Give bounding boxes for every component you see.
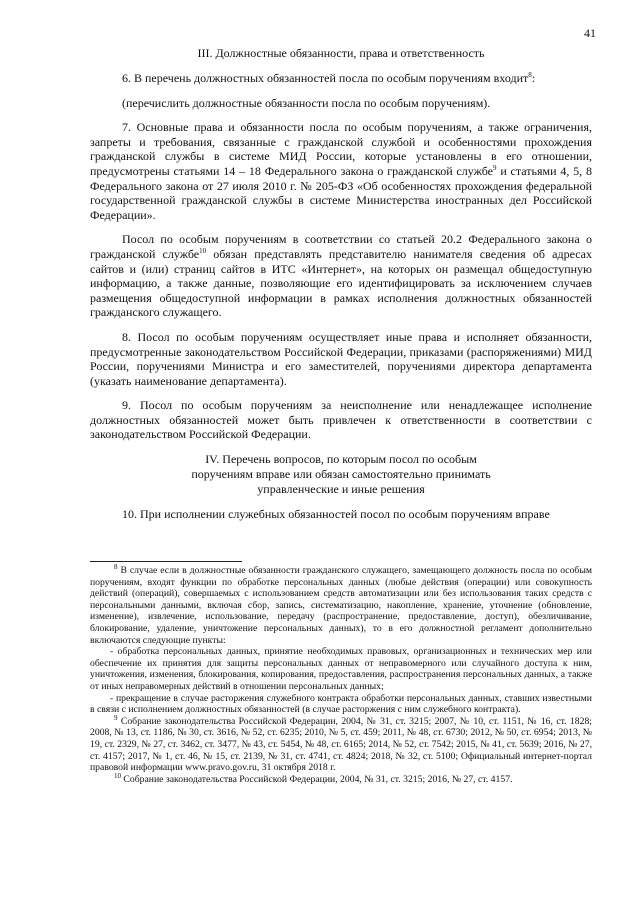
- paragraph-6-tail: :: [531, 71, 536, 85]
- footnote-separator: [90, 561, 242, 562]
- footnote-10: [90, 771, 592, 786]
- page-number: 41: [584, 26, 596, 40]
- section-4-title-line-3: управленческие и иные решения: [257, 482, 425, 497]
- footnote-8-text: В случае если в должностные обязанности гражданского служащего, замещающего должность посла по особым поручениям, входят функции по обработке персональных данных (любые действия (операции) или совокупность действий (операций), совершаемых с использованием средств автоматизации или без использования таких средств с персональными данными, включая сбор, запись, систематизацию, накопление, хранение, уточнение (обновление, изменение), извлечение, использование, передачу (распространение, предоставление, доступ), обезличивание, блокирование, удаление, уничтожение персональных данных), то в его должностной регламент дополнительно включаются следующие пункты:: [90, 565, 592, 646]
- paragraph-8: 8. Посол по особым поручениям осуществляет иные права и исполняет обязанности, предусмотренные законодательством Российской Федерации, приказами (распоряжениями) МИД России, поручениями Министра и его заместителей, поручениями директора департамента (указать наименование департамента).: [90, 329, 592, 388]
- paragraph-6: [90, 71, 592, 86]
- section-3-title: III. Должностные обязанности, права и ответственность: [197, 46, 485, 60]
- footnote-ref-10: 10: [199, 246, 207, 255]
- footnotes: [90, 562, 592, 785]
- footnote-8-number: 8: [114, 562, 118, 571]
- footnote-8: [90, 562, 592, 646]
- paragraph-7c-text-a: Посол по особым поручениям в соответствии со статьей 20.2 Федерального закона о гражданской службе: [90, 232, 592, 261]
- footnote-ref-8: 8: [528, 71, 532, 79]
- paragraph-10: 10. При исполнении служебных обязанностей посол по особым поручениям вправе: [122, 507, 550, 522]
- footnote-8-item-2: - прекращение в случае расторжения служебного контракта обработки персональных данных, ставших известными в связи с исполнением должностных обязанностей (в случае расторжения с ним служебного контракта).: [90, 692, 592, 716]
- footnote-9-number: 9: [114, 713, 118, 722]
- footnote-ref-9: 9: [493, 163, 497, 172]
- paragraph-6-note: (перечислить должностные обязанности посла по особым поручениям).: [122, 95, 491, 110]
- paragraph-9: 9. Посол по особым поручениям за неисполнение или ненадлежащее исполнение должностных обязанностей может быть привлечен к ответственности в соответствии с законодательством Российской Федерации.: [90, 398, 592, 442]
- paragraph-7c-text-b: обязан представлять представителю нанимателя сведения об адресах сайтов и (или) страниц сайтов в ИТС «Интернет», на которых он размещал общедоступную информацию, а также данные, позволяющие его идентифицировать за исключением случаев размещения общедоступной информации в рамках исполнения должностных обязанностей гражданского служащего.: [90, 246, 592, 320]
- footnote-9-text: Собрание законодательства Российской Федерации, 2004, № 31, ст. 3215; 2007, № 10, ст. 1151, № 16, ст. 1828; 2008, № 13, ст. 1186, № 30, ст. 3616, № 52, ст. 6235; 2010, № 5, ст. 459; 2011, № 48, ст. 6730; 2012, № 50, ст. 6954; 2013, № 19, ст. 2329, № 27, ст. 3462, ст. 3477, № 43, ст. 5454, № 48, ст. 6165; 2014, № 52, ст. 7542; 2015, № 41, ст. 5639; 2016, № 27, ст. 4157; 2017, № 1, ст. 46, № 15, ст. 2139, № 31, ст. 4741, ст. 4824; 2018, № 32, ст. 5100; Официальный интернет-портал правовой информации www.pravo.gov.ru, 31 октября 2018 г.: [90, 715, 592, 774]
- paragraph-7-continued: [90, 232, 592, 320]
- footnote-8-item-1: - обработка персональных данных, принятие необходимых правовых, организационных и технических мер или обеспечение их принятия для защиты персональных данных от неправомерного или случайного доступа к ним, уничтожения, изменения, блокирования, копирования, предоставления, распространения персональных данных, а также от иных неправомерных действий в отношении персональных данных;: [90, 646, 592, 692]
- paragraph-6-text: 6. В перечень должностных обязанностей посла по особым поручениям входит: [122, 71, 529, 85]
- paragraph-7-text-a: 7. Основные права и обязанности посла по особым поручениям, а также ограничения, запреты и требования, связанные с гражданской службой и особенностями прохождения гражданской службы в системе МИД России, которые установлены в его отношении, предусмотрены статьями 14 – 18 Федерального закона о гражданской службе: [90, 120, 592, 178]
- footnote-10-text: Собрание законодательства Российской Федерации, 2004, № 31, ст. 3215; 2016, № 27, ст. 4157.: [121, 773, 513, 785]
- section-4-title: [90, 452, 592, 497]
- footnote-9: [90, 713, 592, 774]
- paragraph-7-text-b: и статьями 4, 5, 8 Федерального закона от 27 июля 2010 г. № 205-ФЗ «Об особенностях прохождения федеральной государственной гражданской службы в системе Министерства иностранных дел Российской Федерации».: [90, 163, 593, 222]
- main-text: [90, 46, 592, 522]
- paragraph-7: [90, 120, 592, 222]
- section-4-title-line-2: поручениям вправе или обязан самостоятельно принимать: [191, 467, 491, 482]
- section-4-title-line-1: IV. Перечень вопросов, по которым посол по особым: [205, 452, 477, 467]
- footnote-10-number: 10: [114, 771, 121, 780]
